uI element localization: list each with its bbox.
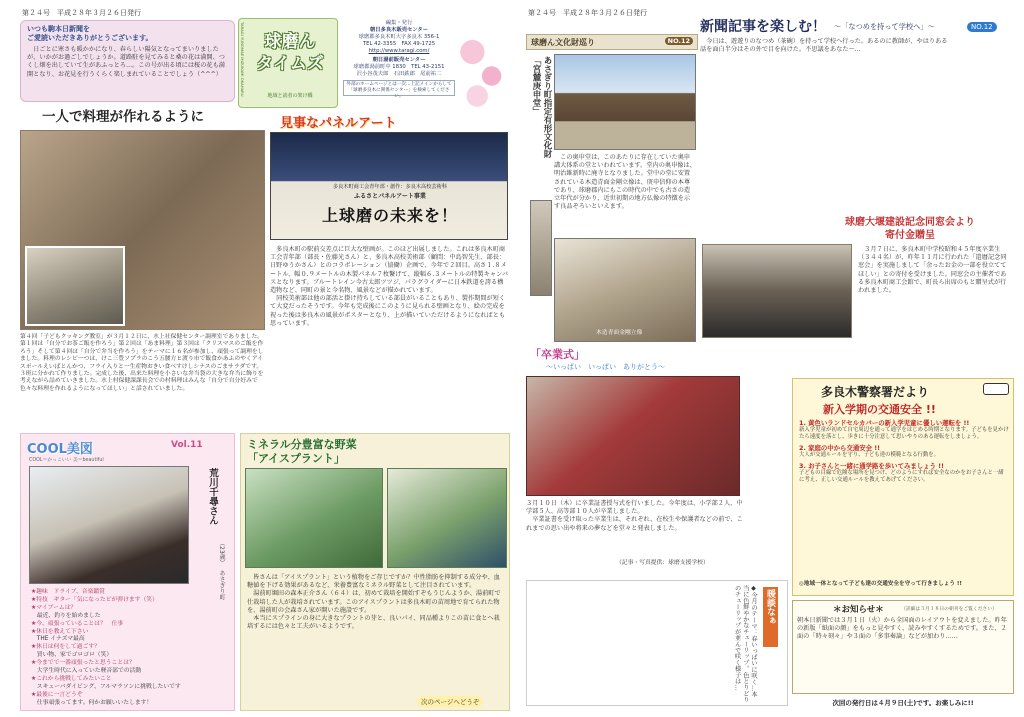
- cool-qa-item: ★今、頑張っていることは？ 仕事: [31, 620, 124, 627]
- cool-profile: [20, 433, 235, 711]
- panel-art-title: 見事なパネルアート: [280, 116, 397, 131]
- cool-qa-item: ★特技 ギター「気になったピが弾けます（笑）: [31, 596, 158, 603]
- cool-place: あさぎり町: [218, 570, 225, 600]
- publisher-address2: 球磨郡湯前町中 1830 TEL 43-2151: [353, 64, 445, 70]
- newspaper-fun-sub: 〜「なつめを持って学校へ」〜: [834, 22, 935, 31]
- graduation-credit: （記事・写真提供：球磨支援学校）: [616, 560, 709, 566]
- police-item-body: 大人が交通ルールを守り、子ども達の模範となる行動を。: [799, 452, 940, 458]
- publisher-name: 朝日多良木販売センター: [369, 27, 429, 33]
- news-note: （詳細は３月１８日の朝刊をご覧ください）: [901, 607, 997, 612]
- graduation-photo: [526, 376, 740, 496]
- panel-banner-line2: ふるさとパネルアート事業: [354, 193, 426, 200]
- panel-art-article: [270, 112, 510, 412]
- graduation-sub: 〜いっぱい いっぱい ありがとう〜: [546, 363, 665, 371]
- masthead: [238, 18, 338, 108]
- donation-title: 球磨大堰建設記念同窓会より 寄付金贈呈: [845, 217, 975, 241]
- graduation-body: ３月１０日（木）に卒業証書授与式を行いました。今年度は、小学部２人、中学部５人、高等部１０人が卒業しました。 卒業証書を受け取った卒業生は、それぞれ、在校生や保護者などの前で、これまでの思い出や将来の夢などを堂々と発表しました。: [526, 500, 743, 532]
- cool-qa-item: THE イナズマ最高: [31, 636, 85, 643]
- cool-qa-item: ★今までで一番頑張ったと思うことは？: [31, 660, 135, 667]
- notice-box: [20, 20, 235, 102]
- culture-article: [526, 34, 698, 344]
- graduation-article: [526, 346, 746, 576]
- culture-body: この奥申堂は、このあたりに存在していた奥申講大体系の堂といわれています。堂内の奥申像は、明治維新時に廃寺となりました。堂中の堂に安置されている木造青面金剛立像は、庚申信仰の本尊であり、球磨郡内にもこの時代の中でも古さの造立年代が分かり、近世初期の地方仏像の特徴を示す良品ぞろいといえます。: [554, 154, 696, 211]
- cool-name: 荒川千尋さん: [207, 468, 218, 525]
- cool-qa-item: スキューバダイビング、フルマラソンに挑戦したいです: [31, 683, 181, 690]
- culture-building-photo: [554, 54, 696, 150]
- iceplant-farmer-photo: [387, 468, 507, 568]
- police-items: [799, 419, 1009, 569]
- culture-label-text: 球磨ん文化財巡り: [531, 38, 595, 47]
- culture-no: NO.12: [665, 37, 693, 45]
- panel-banner-line1: 多良木町商工会青年部・創作：多良木高校芸術科: [332, 184, 448, 190]
- teire-body: ◆今月のテーマ：春いっぱいに咲く…本当に色鮮やかなチューリップ。色とりどりのチューリップが並んで咲く様子は…: [733, 585, 757, 703]
- donation-article: [700, 214, 1012, 374]
- cool-qa-list: [31, 589, 231, 709]
- culture-statue-small-photo: [530, 200, 552, 296]
- cooking-title: 一人で料理が作れるように: [42, 109, 204, 125]
- iceplant-article: [240, 433, 510, 711]
- cool-qa-item: 最近、釣りを始めました: [31, 612, 101, 619]
- culture-vertical-title: あさぎり町指定有形文化財 「宮麓庚申堂」: [531, 56, 552, 158]
- cool-qa-item: ★最後に一言どうぞ: [31, 691, 83, 698]
- police-footer: ◎地域一体となって子ども達の交通安全を守って行きましょう !!: [799, 581, 962, 587]
- panel-banner-big: 上球磨の未来を！: [321, 206, 458, 225]
- cool-portrait: [29, 466, 189, 584]
- publisher-url[interactable]: http://www.taragi.com/: [368, 48, 430, 54]
- police-item-head: 2. 家庭の中から交通安全 !!: [799, 444, 881, 452]
- cooking-photo-inset: [25, 246, 125, 326]
- cool-age: （23歳）: [218, 540, 225, 566]
- teire-label: 暖談なぁ: [763, 587, 778, 647]
- cooking-caption: 第４回「子どもクッキング教室」が３月１２日に、水上社保健センター調理室でありました。第１回は「自分でお茶ご飯を作ろう」第２回は「あま料理」第３回は「クリスマスのご飯を作ろう」そして第４回は「自分で弁当を作ろう」をテーマに１６名が参加し、頑張って調理をしました。料理のレシピ一つは、けこ三豊ソプラのこう五腰方ヒ渡り市で飯食かあふのやくアイスポールえいばとんかつ、フライ入りと一生産物おきい食べすけしシナスのごまサラダです。３班に分かれて作りました。完成した後、出来た料理を小さいな弁当袋の大きな弁当に飾りを考えながら詰めていきました。水上村保健課課長会での村料理はみんな「自分で自分好みで色々な料理を作れるようになってほしい」と話されていました。: [20, 334, 264, 392]
- cool-qa-item: 仕事頑張ってます。何かお願いいたします！: [31, 699, 153, 706]
- cherry-blossom-icon: [458, 28, 506, 108]
- iceplant-photo: [245, 468, 383, 568]
- notice-body: 日ごとに寒さも暖かかになり、春らしい陽気となってまいりましたが、いかがお過ごしでしょうか。道路駐を見てみると桑の花は満開、つくし畑を出していて生があふっとろ…。この号が出る頃には桜の花も満開となり、お花見を行うくらく楽しまれていることでしょう（^^^）: [27, 46, 225, 78]
- cool-qa-item: ★休日を教えて下さい: [31, 628, 89, 635]
- next-issue: 次回の発行日は４月９日(土)です。お楽しみに!!: [832, 699, 974, 707]
- police-item-head: 3. お子さんと一緒に通学路を歩いてみましょう !!: [799, 462, 944, 470]
- cool-qa-item: ★休日は何をして過ごす？: [31, 644, 100, 651]
- cooking-article: [20, 106, 265, 426]
- cool-qa-item: 大学生時代に入っていた軽音部での活動: [31, 668, 142, 675]
- news-box: [792, 600, 1014, 694]
- cool-vol: Vol.11: [171, 440, 203, 450]
- police-item-head: 1. 黄色いランドセルカバーの新入学児童に優しい運転を !!: [799, 419, 970, 427]
- culture-caption: 木造青面金剛立像: [596, 330, 643, 336]
- cool-qa-item: 買い物、家でゴロゴロ（笑）: [31, 652, 113, 659]
- cool-qa-item: ★趣味 ドライブ、音楽鑑賞: [31, 589, 105, 595]
- issue-line-right: 第２４号 平成２８年３月２６日発行: [528, 9, 647, 17]
- culture-statues-photo: [554, 238, 696, 342]
- issue-line-left: 第２４号 平成２８年３月２６日発行: [22, 9, 141, 17]
- publisher-address: 球磨郡多良木町大字多良木 356-1: [358, 34, 440, 40]
- notice-title: いつも駒本日新聞を ご愛読いただきありがとうございます。: [27, 25, 153, 42]
- cool-qa-item: ★マイブームは？: [31, 604, 77, 611]
- news-body: 朝本日新聞では３月１日（火）から全国面のレイアウトを変えました。昨年の新版「紙面の顔」をもっと見やすく、読みやすくするためです。また、２面の「時々刻々」や３面の「多事奏論」などが加わり……: [797, 617, 1007, 641]
- police-subtitle: 新入学期の交通安全 !!: [823, 403, 936, 416]
- publisher-note: 外部のホームページとは一次...上記メインからして「球磨多良木に関係センター」を検索してください。: [343, 80, 455, 96]
- panel-art-body: 多良木町の駅前交差点に巨大な壁画が。このほど出展しました。これは多良木町商工会青年部（部長・佐藤光さん）と、多良木高校美術部（顧問：中島智先生、部長：日野ゆうかさん）とのコラボレーション（協働）企画で、今年で２回目。高さ１.８メートル、幅０.９メートルの木製パネル７枚繋げて、縦幅６.３メートルの特製キャンバスとなります。ブルートレイン今古太郎ツツジ、パラグライダーに日本鉄道を誇る構造物など、同町の景と今名物、風景などが描かれています。 同校美術部は他の部活と掛け持ちしている部員がいることもあり、製作期間が短くて大変だったそうです。今年も完成後にこのように見られる壁画となり、絵の完成を祝った後は多良木の風景がポスターとなり、上が描いていただけるようになればとも思っています。: [270, 246, 509, 327]
- police-item-body: 新入学児童が初めて自宅周辺を通って通学をはじめる時期となります。子どもを見かけたら速度を落とし、歩きに十分注意して思いやりのある運転をしましょう。: [799, 427, 1009, 440]
- donation-photo: [702, 244, 852, 338]
- police-car-icon: [983, 383, 1009, 395]
- newspaper-fun-no: NO.12: [967, 22, 997, 32]
- publisher-staff: 沢小谷茂夫郎 石田鉄郎 尾前祐二: [356, 71, 442, 77]
- publisher-name2: 朝日湯前販売センター: [372, 57, 426, 63]
- newspaper-fun-title: 新聞記事を楽しむ！: [700, 19, 826, 35]
- cool-label: COOL美図: [27, 442, 93, 457]
- news-title: ＊お知らせ＊: [833, 605, 884, 615]
- panel-art-photo: [270, 132, 508, 240]
- publisher-label: 編集・発行: [385, 20, 413, 26]
- next-page-link[interactable]: 次のページへどうぞ: [417, 696, 483, 707]
- masthead-title: 球磨ん タイムズ: [256, 32, 324, 74]
- publisher-tel: TEL 42-3355 FAX 49-1725: [362, 41, 436, 47]
- masthead-vertical-left: TARAGI YUNOMAE MIZUKAMI OKAHARU: [240, 22, 245, 97]
- teire-column: [526, 580, 788, 706]
- culture-label: [526, 34, 698, 50]
- police-title: 多良木警察署だより: [821, 385, 930, 399]
- iceplant-title: ミネラル分豊富な野菜 「アイスプラント」: [247, 438, 357, 465]
- graduation-title: 「卒業式」: [530, 348, 585, 361]
- left-page: [10, 8, 510, 711]
- cool-qa-item: ★これから挑戦してみたいこと: [31, 675, 112, 682]
- masthead-sub: 地域と読者の架け橋: [267, 93, 313, 99]
- right-page: [522, 8, 1016, 711]
- newspaper-fun-body: 今日は、遊遊りのなつめ（茶碗）を持って学校へ行った。あるのに教師が、やはりある 話を面白半分はその外で目を向けた。不思議をあなた〜…: [700, 38, 948, 54]
- police-article: [792, 378, 1014, 596]
- iceplant-body: 皆さんは「アイスプラント」という植物をご存じですか？中性脂肪を抑制する成分や、血糖値を下げる効果があるなど、栄養豊富なミネラル野菜として注目されています。 湯前町堀田の森本正介さん（６４）は、初めて栽培を開始すぞもうじんようか、湯前町で仕栽培した人が栽培されています。このアイスプラントは多良木町の苗周地で育てられた物を、湯前町の会森さん家が開いた施設です。 本当にスプラインの身に大きなプラントの芽と、良いパイ、同品種よりこの苗に食とへ栽培するには色々と工夫がいるようです。: [247, 574, 501, 631]
- police-item-body: 子どもの目線で危険な場所を見つけ、どのようにすれば安全なのかをお子さんと一緒に考え、正しい交通ルールを教えてあげてください。: [799, 470, 1004, 483]
- cool-sub: COOL＝かっこいい 美＝beautiful: [29, 458, 104, 463]
- donation-body: ３月７日に、多良木町中学校昭和４５年度卒業生（３４４名）が、昨年１１月に行われた「還暦記念同窓会」を実施しまして「余ったお金の一部を役立ててほしい」との寄付を受けました。同窓会の主催者である多良木町商工会館で、町長ら出席のもと贈呈式が行われました。: [858, 246, 1007, 295]
- publisher-box: [343, 20, 455, 108]
